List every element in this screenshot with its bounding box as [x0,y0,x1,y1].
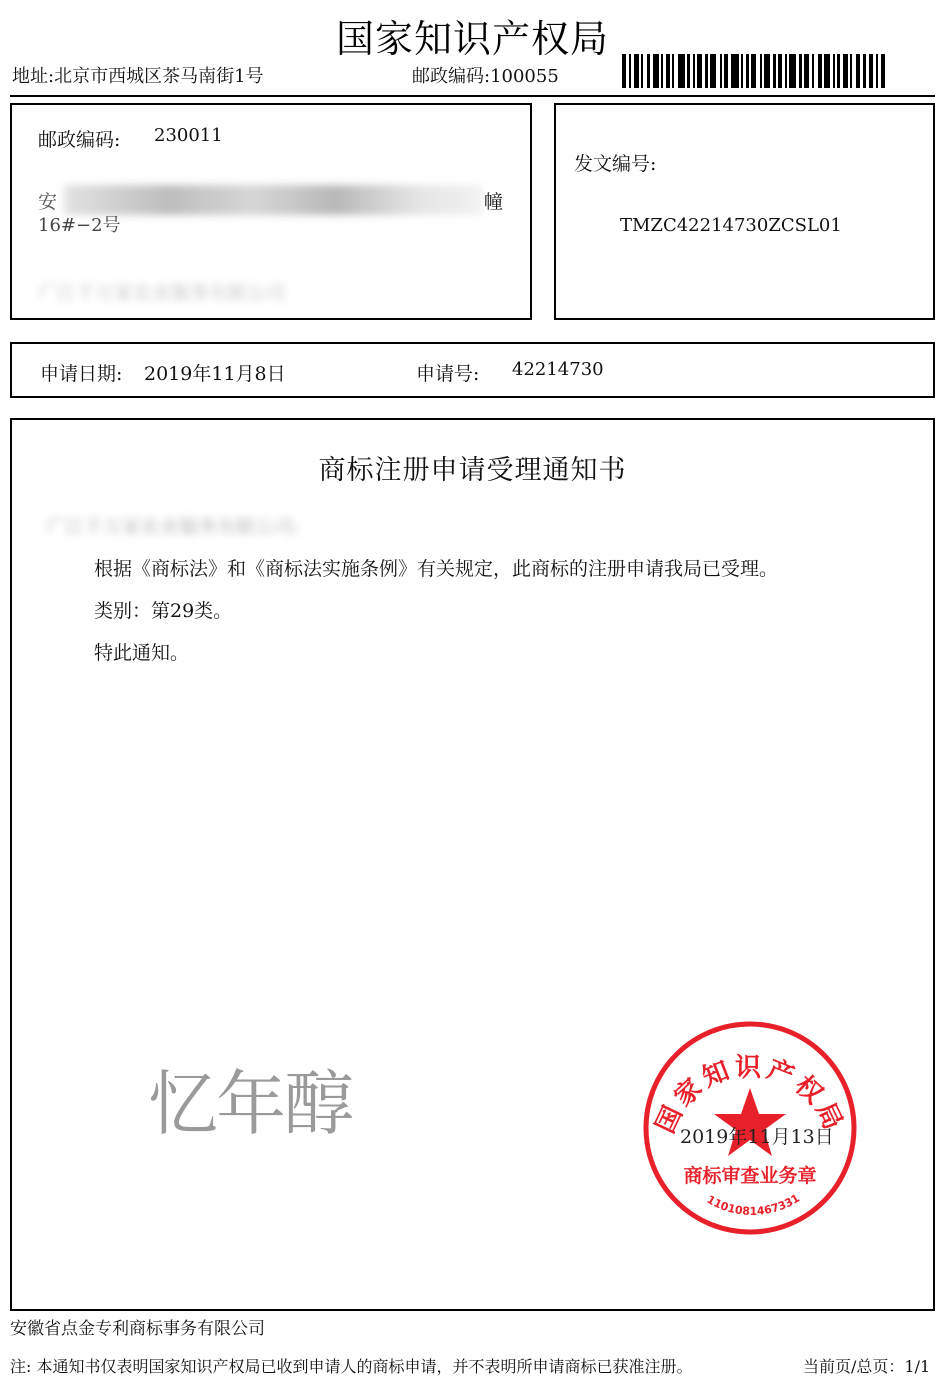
doc-ref-label: 发文编号: [574,153,657,175]
recipient-postal-label: 邮政编码: [38,129,121,151]
seal-bottom-text: 商标审查业务章 [683,1165,817,1187]
recipient-company: 广江千万家农业服务有限公司 [38,282,286,304]
doc-ref-box [554,103,935,320]
recipient-postal-code: 230011 [154,125,223,146]
notice-paragraph: 根据《商标法》和《商标法实施条例》有关规定，此商标的注册申请我局已受理。 [94,558,779,580]
recipient-box [10,103,532,320]
redacted-address [64,185,482,215]
seal-serial: 1101081467331 [704,1191,802,1219]
notice-date: 2019年11月13日 [680,1126,834,1148]
recipient-address-line2: 16#−2号 [38,215,121,236]
sender-address: 地址:北京市西城区茶马南街1号 [12,66,264,87]
page-indicator: 当前页/总页：1/1 [803,1357,931,1376]
application-date: 2019年11月8日 [144,363,286,385]
application-info-box [10,342,935,398]
notice-closing: 特此通知。 [94,642,190,664]
document-title: 国家知识产权局 [335,17,609,61]
barcode [622,54,932,88]
seal-top-text: 国家知识产权局 [650,1052,850,1139]
header-rule [10,95,935,97]
recipient-address-end: 幢 [484,191,504,213]
application-number: 42214730 [512,359,604,380]
trademark-logo: 忆年醇 [148,1063,352,1145]
application-number-label: 申请号: [416,363,480,385]
sender-postal-code: 邮政编码:100055 [412,66,559,87]
doc-ref-number: TMZC42214730ZCSL01 [620,215,842,236]
recipient-address-start: 安 [38,191,58,213]
notice-title: 商标注册申请受理通知书 [318,455,627,486]
notice-addressee: 广江千万家农业服务有限公司: [46,516,300,538]
notice-category: 类别：第29类。 [94,600,233,622]
footer-note: 注: 本通知书仅表明国家知识产权局已收到申请人的商标申请，并不表明所申请商标已获准注册。 [10,1357,693,1376]
application-date-label: 申请日期: [40,363,123,385]
agency-name: 安徽省点金专利商标事务有限公司 [10,1319,265,1339]
